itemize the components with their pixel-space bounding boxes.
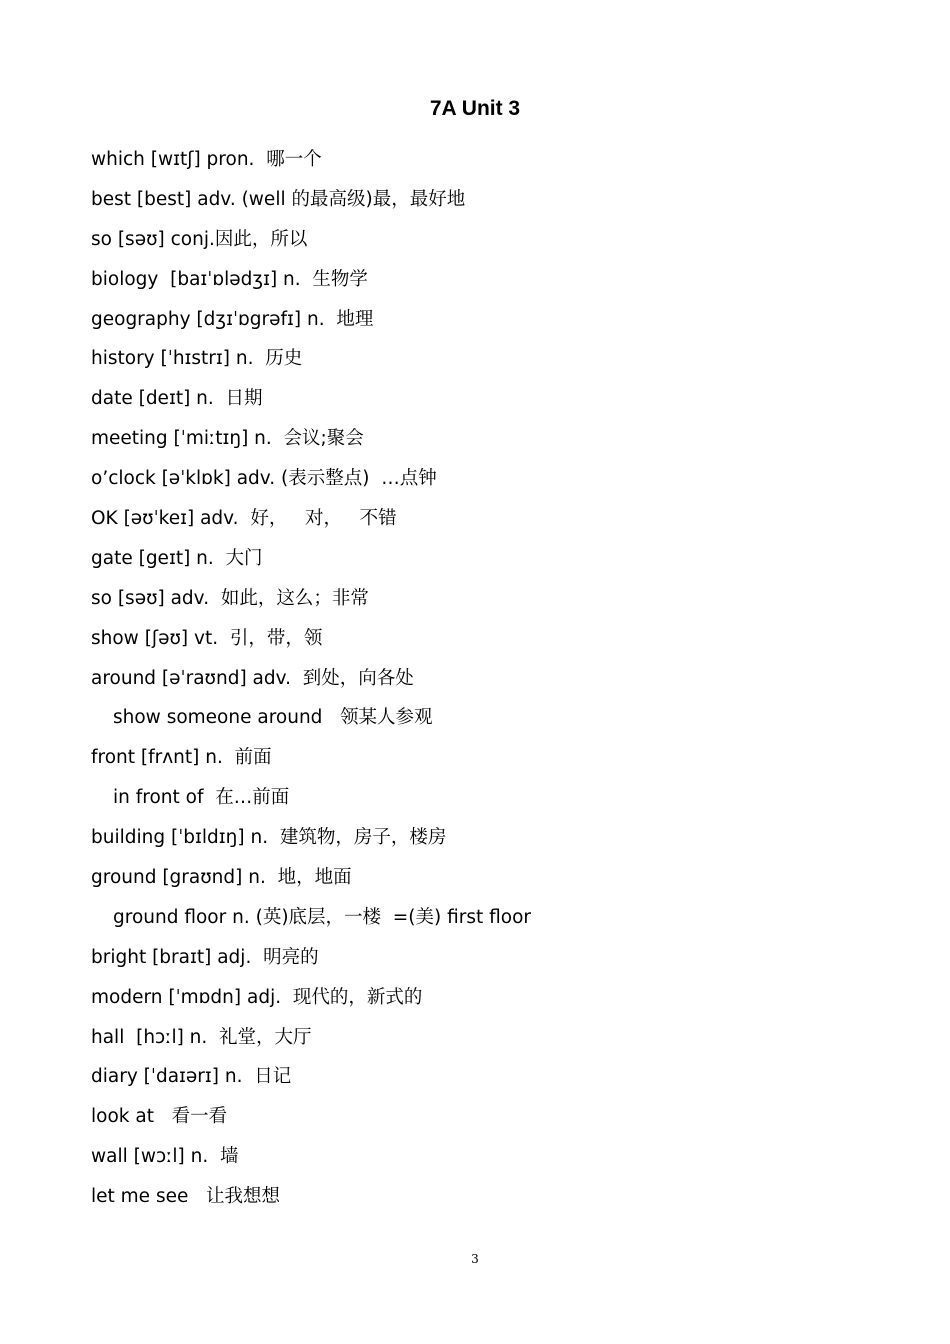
vocabulary-entry: modern [ˈmɒdn] adj. 现代的，新式的: [91, 986, 423, 1008]
vocabulary-entry: around [əˈraʊnd] adv. 到处，向各处: [91, 667, 414, 689]
vocabulary-entry: biology [baɪˈɒlədʒɪ] n. 生物学: [91, 268, 368, 290]
vocabulary-list: [91, 140, 911, 1217]
vocabulary-entry: bright [braɪt] adj. 明亮的: [91, 946, 319, 968]
vocabulary-entry: which [wɪtʃ] pron. 哪一个: [91, 149, 322, 170]
vocabulary-entry: history [ˈhɪstrɪ] n. 历史: [91, 348, 303, 370]
vocabulary-entry: front [frʌnt] n. 前面: [91, 747, 272, 769]
vocabulary-entry: gate [geɪt] n. 大门: [91, 547, 263, 569]
vocabulary-entry: geography [dʒɪˈɒgrəfɪ] n. 地理: [91, 308, 374, 330]
vocabulary-phrase: show someone around 领某人参观: [113, 707, 433, 729]
vocabulary-entry: building [ˈbɪldɪŋ] n. 建筑物，房子，楼房: [91, 827, 447, 849]
vocabulary-entry: let me see 让我想想: [91, 1186, 280, 1208]
vocabulary-entry: so [səʊ] adv. 如此，这么；非常: [91, 587, 369, 609]
vocabulary-entry: best [best] adv. (well 的最高级)最，最好地: [91, 188, 466, 210]
vocabulary-entry: diary [ˈdaɪərɪ] n. 日记: [91, 1066, 292, 1088]
vocabulary-entry: wall [wɔːl] n. 墙: [91, 1146, 239, 1168]
vocabulary-entry: hall [hɔːl] n. 礼堂，大厅: [91, 1026, 312, 1048]
vocabulary-phrase: ground floor n. (英)底层，一楼 =(美) first floor: [113, 906, 532, 928]
vocabulary-entry: date [deɪt] n. 日期: [91, 388, 263, 410]
vocabulary-entry: show [ʃəʊ] vt. 引，带，领: [91, 627, 323, 649]
vocabulary-entry: ground [graʊnd] n. 地，地面: [91, 867, 352, 889]
vocabulary-entry: look at 看一看: [91, 1106, 228, 1128]
vocabulary-entry: o’clock [əˈklɒk] adv. (表示整点) …点钟: [91, 468, 437, 490]
vocabulary-entry: so [səʊ] conj.因此，所以: [91, 228, 308, 250]
vocabulary-entry: meeting [ˈmiːtɪŋ] n. 会议;聚会: [91, 428, 364, 450]
page-title: 7A Unit 3: [429, 97, 521, 120]
vocabulary-entry: OK [əʊˈkeɪ] adv. 好， 对， 不错: [91, 508, 397, 530]
page-number: 3: [471, 1252, 479, 1266]
vocabulary-phrase: in front of 在…前面: [113, 787, 290, 809]
